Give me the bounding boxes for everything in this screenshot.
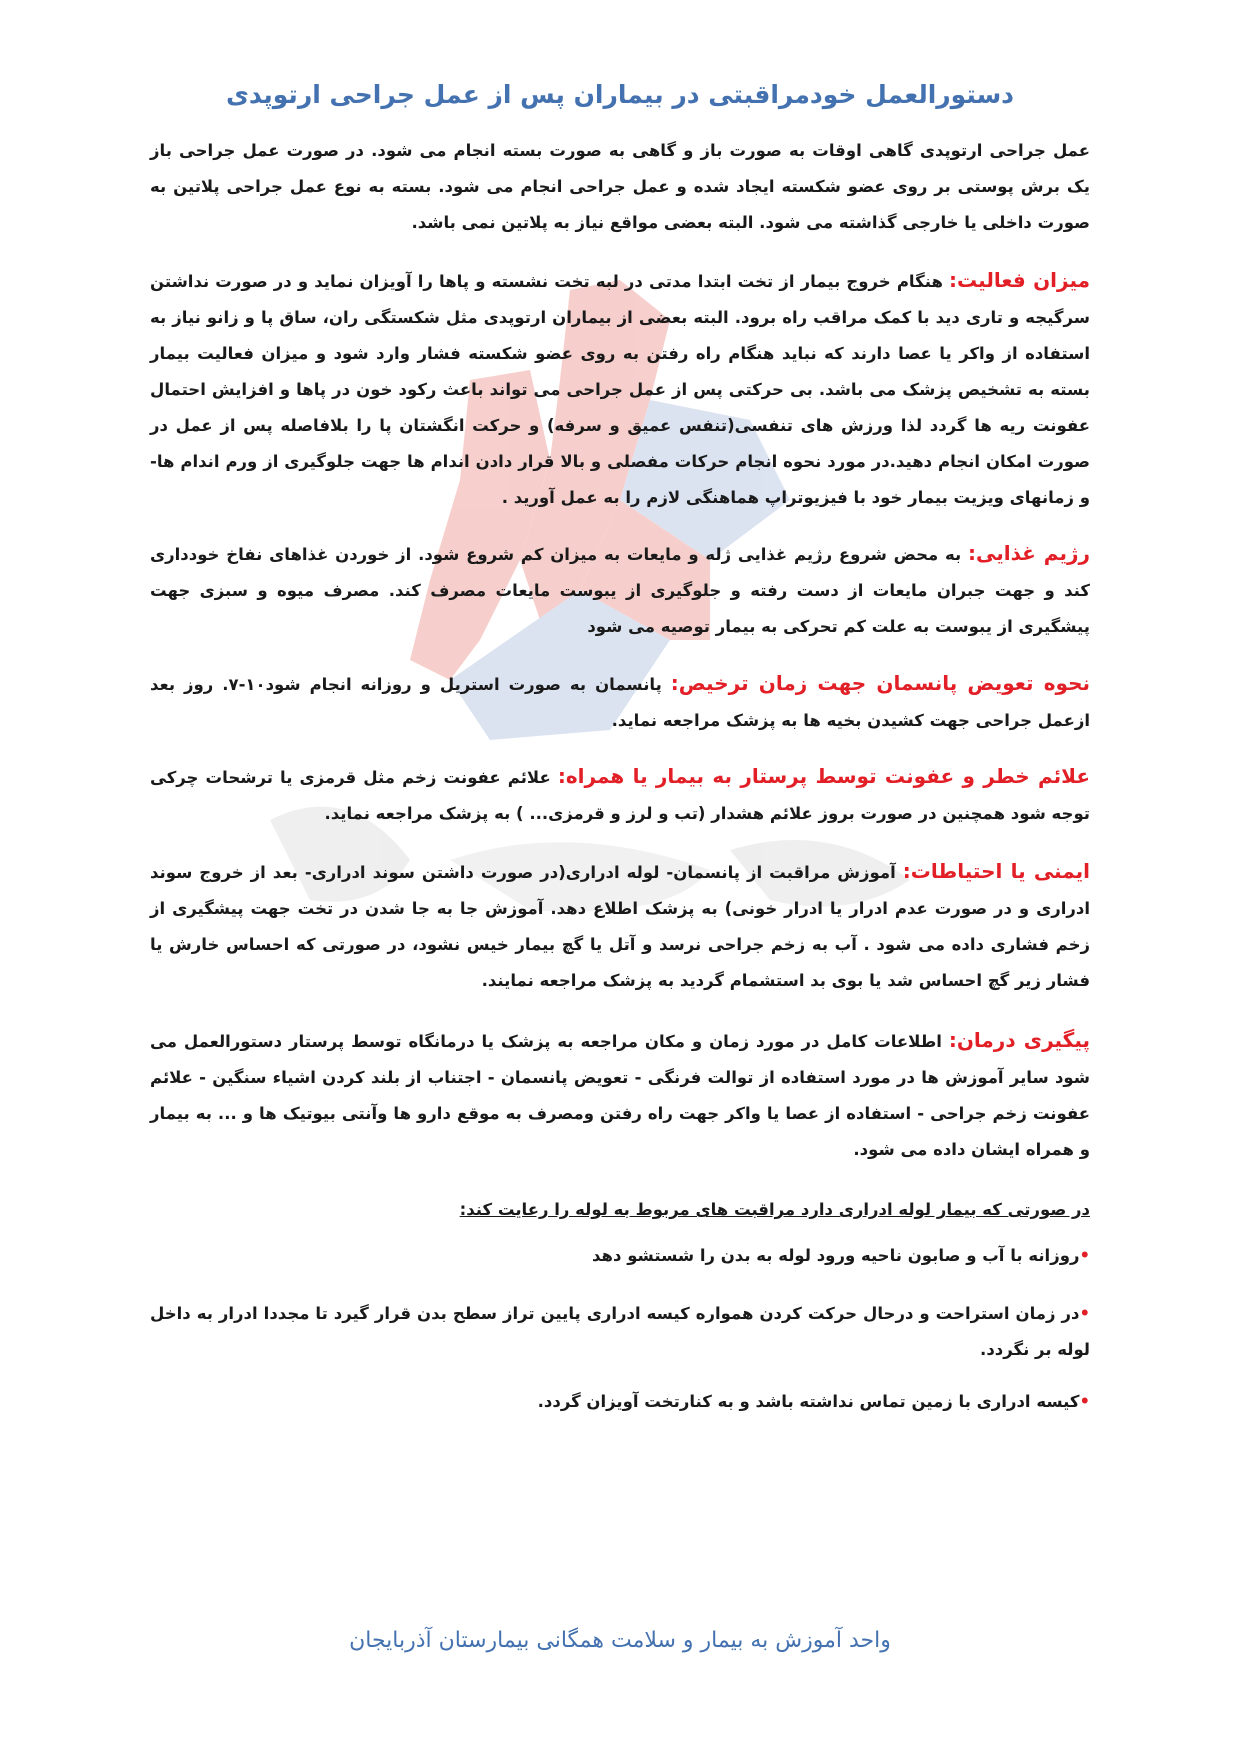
- section-activity: [150, 262, 1090, 516]
- document-footer: واحد آموزش به بیمار و سلامت همگانی بیمارستان آذربایجان: [349, 1628, 891, 1653]
- section-activity-text: هنگام خروج بیمار از تخت ابتدا مدتی در لبه تخت نشسته و پاها را آویزان نماید و در صورت نداشتن سرگیجه و تاری دید با کمک مراقب راه برود. البته بعضی از بیماران ارتوپدی مثل شکستگی ران، ساق پا و زانو نیاز به استفاده از واکر یا عصا دارند که نباید هنگام راه رفتن به روی عضو شکسته فشار وارد شود و میزان فعالیت بیمار بسته به تشخیص پزشک می باشد. بی حرکتی پس از عمل جراحی می تواند باعث رکود خون در پاها و افزایش احتمال عفونت ریه ها گردد لذا ورزش های تنفسی(تنفس عمیق و سرفه) و حرکت انگشتان پا را بلافاصله پس از عمل در صورت امکان انجام دهید.در مورد نحوه انجام حرکات مفصلی و بالا قرار دادن اندام ها جهت جلوگیری از ورم اندام ها- و زمانهای ویزیت بیمار خود با فیزیوتراپ هماهنگی لازم را به عمل آورید .: [150, 272, 1090, 507]
- section-warning-signs: [150, 758, 1090, 832]
- section-dressing: [150, 665, 1090, 739]
- section-follow-up-text: اطلاعات کامل در مورد زمان و مکان مراجعه به پزشک یا درمانگاه توسط پرستار دستورالعمل می شود سایر آموزش ها در مورد استفاده از توالت فرنگی - تعویض پانسمان - اجتناب از بلند کردن اشیاء سنگین - علائم عفونت زخم جراحی - استفاده از عصا یا واکر جهت راه رفتن ومصرف به موقع دارو ها وآنتی بیوتیک ها و ... به بیمار و همراه ایشان داده می شود.: [150, 1032, 1090, 1159]
- catheter-item: [150, 1296, 1090, 1368]
- section-diet: [150, 535, 1090, 645]
- catheter-item-text: کیسه ادراری با زمین تماس نداشته باشد و به کنارتخت آویزان گردد.: [537, 1392, 1080, 1411]
- bullet-icon: •: [1079, 1246, 1090, 1265]
- section-safety: [150, 853, 1090, 999]
- catheter-item: [150, 1384, 1090, 1420]
- bullet-icon: •: [1079, 1392, 1090, 1411]
- section-dressing-text: پانسمان به صورت استریل و روزانه انجام شود۱۰-۷. روز بعد ازعمل جراحی جهت کشیدن بخیه ها به پزشک مراجعه نماید.: [150, 675, 1090, 730]
- document-title: دستورالعمل خودمراقبتی در بیماران پس از عمل جراحی ارتوپدی: [226, 80, 1014, 109]
- section-activity-heading: میزان فعالیت:: [949, 268, 1090, 292]
- section-diet-heading: رژیم غذایی:: [967, 541, 1090, 565]
- catheter-heading: در صورتی که بیمار لوله ادراری دارد مراقبت های مربوط به لوله را رعایت کند:: [459, 1200, 1090, 1219]
- section-warning-signs-text: علائم عفونت زخم مثل قرمزی یا ترشحات چرکی توجه شود همچنین در صورت بروز علائم هشدار (تب و لرز و قرمزی... ) به پزشک مراجعه نماید.: [150, 768, 1090, 823]
- catheter-item-text: در زمان استراحت و درحال حرکت کردن همواره کیسه ادراری پایین تراز سطح بدن قرار گیرد تا مجددا ادرار به داخل لوله بر نگردد.: [150, 1304, 1090, 1359]
- section-follow-up-heading: پیگیری درمان:: [948, 1028, 1090, 1052]
- section-warning-signs-heading: علائم خطر و عفونت توسط پرستار به بیمار یا همراه:: [557, 764, 1090, 788]
- bullet-icon: •: [1079, 1304, 1090, 1323]
- section-safety-heading: ایمنی یا احتیاطات:: [902, 859, 1090, 883]
- section-diet-text: به محض شروع رژیم غذایی ژله و مایعات به میزان کم شروع شود. از خوردن غذاهای نفاخ خودداری کند و جهت جبران مایعات از دست رفته و جلوگیری از یبوست مایعات مصرف کند. مصرف میوه و سبزی جهت پیشگیری از یبوست به علت کم تحرکی به بیمار توصیه می شود: [150, 545, 1090, 636]
- section-follow-up: [150, 1022, 1090, 1168]
- catheter-item: [150, 1238, 1090, 1274]
- section-dressing-heading: نحوه تعویض پانسمان جهت زمان ترخیص:: [670, 671, 1090, 695]
- catheter-item-text: روزانه با آب و صابون ناحیه ورود لوله به بدن را شستشو دهد: [592, 1246, 1080, 1265]
- section-safety-text: آموزش مراقبت از پانسمان- لوله ادراری(در صورت داشتن سوند ادراری- بعد از خروج سوند ادراری و در صورت عدم ادرار یا ادرار خونی) به پزشک اطلاع دهد. آموزش جا به جا شدن در تخت جهت پیشگیری از زخم فشاری داده می شود . آب به زخم جراحی نرسد و آتل یا گچ بیمار خیس نشود، در صورتی که احساس خارش یا فشار زیر گچ احساس شد یا بوی بد استشمام گردید به پزشک مراجعه نمایند.: [150, 863, 1090, 990]
- intro-paragraph: عمل جراحی ارتوپدی گاهی اوقات به صورت باز و گاهی به صورت بسته انجام می شود. در صورت عمل جراحی باز یک برش پوستی بر روی عضو شکسته ایجاد شده و عمل جراحی انجام می شود. بسته به نوع عمل جراحی پلاتین به صورت داخلی یا خارجی گذاشته می شود. البته بعضی مواقع نیاز به پلاتین نمی باشد.: [150, 141, 1090, 232]
